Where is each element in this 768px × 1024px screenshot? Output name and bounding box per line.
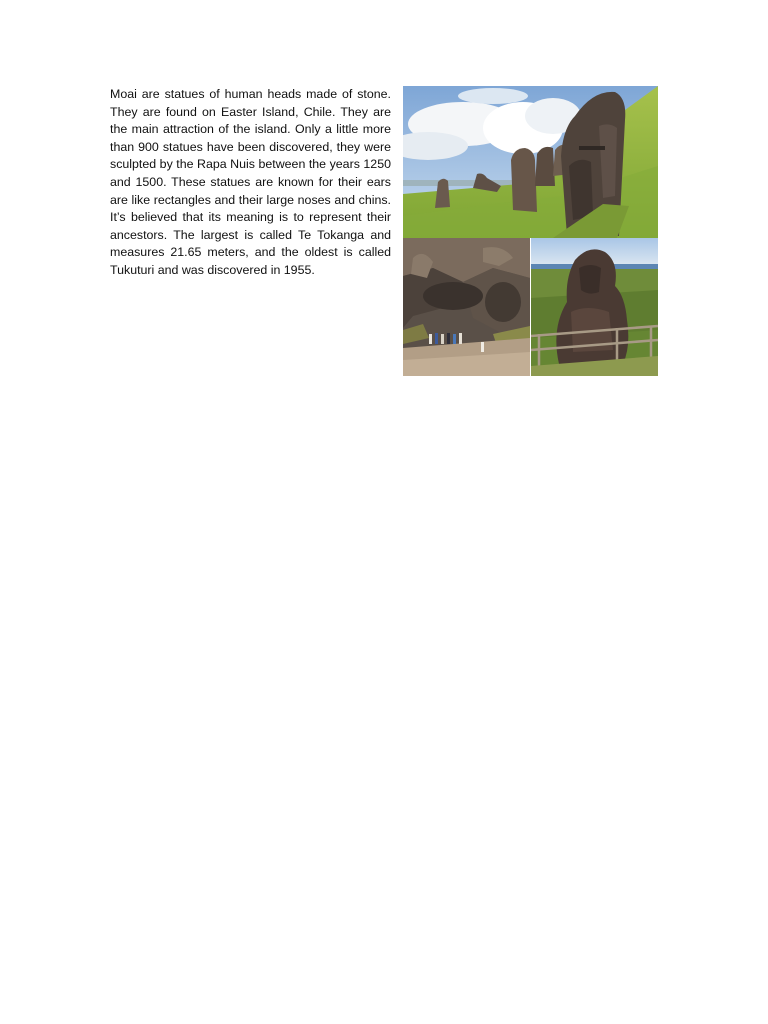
kneeling-moai-photo (531, 238, 658, 376)
quarry-tourists-photo (403, 238, 530, 376)
moai-photo-collage (403, 86, 658, 376)
body-paragraph: Moai are statues of human heads made of stone. They are found on Easter Island, Chile. They are the main attraction of the island. Only a little more than 900 statues have been discovered, they were sculpted by the Rapa Nuis between the years 1250 and 1500. These statues are known for their ears are like rectangles and their large noses and chins. It’s believed that its meaning is to represent their ancestors. The largest is called Te Tokanga and measures 21.65 meters, and the oldest is called Tukuturi and was discovered in 1955. (110, 87, 391, 277)
moai-hillside-photo (403, 86, 658, 238)
